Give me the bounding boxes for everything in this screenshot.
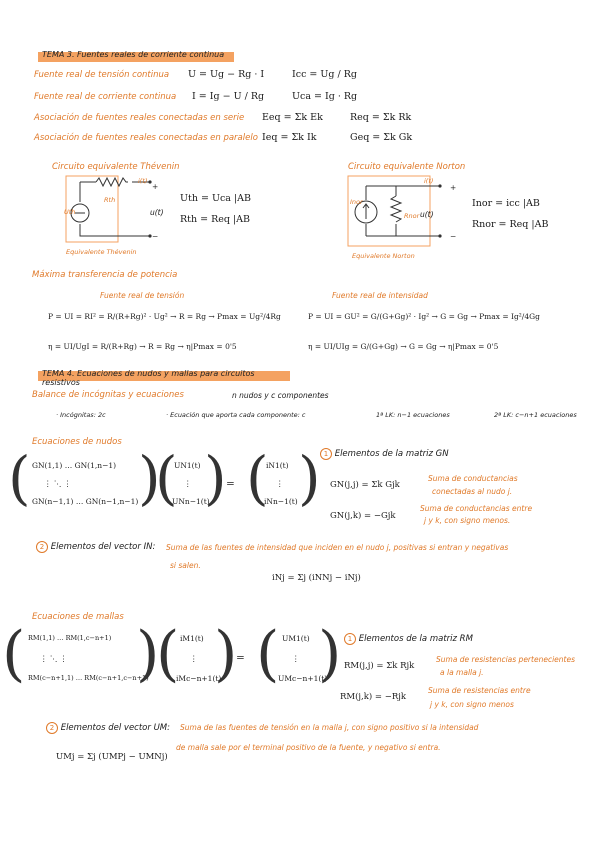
nudos-u-rparen: ) bbox=[204, 444, 227, 512]
nudos-i-2: ⋮ bbox=[276, 479, 284, 488]
row3-eq2: Req = Σk Rk bbox=[350, 112, 412, 123]
mallas-diag-desc1: Suma de resistencias pertenecientes bbox=[436, 655, 575, 664]
mallas-i-rparen: ) bbox=[214, 619, 238, 689]
lk1: 1ª LK: n−1 ecuaciones bbox=[376, 411, 450, 419]
nudos-off-desc1: Suma de conductancias entre bbox=[420, 504, 533, 513]
nudos-i-1: iN1(t) bbox=[266, 461, 289, 470]
mallas-matrix-rparen: ) bbox=[136, 619, 160, 689]
nudos-vec-desc2: si salen. bbox=[170, 561, 201, 570]
tema4-banner-text: TEMA 4. Ecuaciones de nudos y mallas para circuitos resistivos bbox=[42, 369, 255, 387]
nudos-u-lparen: ( bbox=[155, 444, 178, 512]
tema3-banner-text: TEMA 3. Fuentes reales de corriente continua bbox=[42, 50, 225, 59]
balance-title: Balance de incógnitas y ecuaciones bbox=[32, 390, 184, 400]
incognitas: · Incógnitas: 2c bbox=[56, 411, 106, 419]
ecuacion-componente: · Ecuación que aporta cada componente: c bbox=[166, 411, 306, 419]
thevenin-caption: Equivalente Thévenin bbox=[66, 248, 137, 256]
thevenin-voltage-label: u(t) bbox=[150, 208, 164, 217]
mallas-i-lparen: ( bbox=[156, 619, 180, 689]
norton-circuit bbox=[344, 172, 457, 252]
norton-current-label: i(t) bbox=[424, 177, 434, 185]
row4-eq1: Ieq = Σk Ik bbox=[262, 132, 317, 143]
norton-eq1: Inor = icc |AB bbox=[472, 198, 540, 209]
mallas-matrix-row2: ⋮ ⋱ ⋮ bbox=[40, 654, 68, 663]
row3-label: Asociación de fuentes reales conectadas en serie bbox=[34, 113, 245, 123]
mallas-matrix-row3: RM(c−n+1,1) … RM(c−n+1,c−n+1) bbox=[28, 674, 149, 682]
row2-eq2: Uca = Ig · Rg bbox=[292, 91, 358, 102]
row1-eq2: Icc = Ug / Rg bbox=[292, 69, 357, 80]
mallas-vec-desc1: Suma de las fuentes de tensión en la malla j, con signo positivo si la intensidad bbox=[180, 723, 479, 732]
mallas-off-desc1: Suma de resistencias entre bbox=[428, 686, 531, 695]
mallas-vec-title-text: Elementos del vector UM: bbox=[60, 723, 170, 733]
nudos-u-2: ⋮ bbox=[184, 479, 192, 488]
norton-voltage-label: u(t) bbox=[420, 210, 434, 219]
nudos-matrix-rparen: ) bbox=[138, 444, 161, 512]
mallas-vec-eq: UMj = Σj (UMPj − UMNj) bbox=[56, 752, 168, 762]
nudos-elem-title-text: Elementos de la matriz GN bbox=[334, 449, 449, 459]
nudos-matrix-row1: GN(1,1) … GN(1,n−1) bbox=[32, 461, 117, 470]
mallas-i-2: ⋮ bbox=[190, 654, 198, 663]
nudos-vec-title-text: Elementos del vector IN: bbox=[50, 542, 156, 552]
tema4-banner bbox=[38, 369, 290, 387]
mallas-vec-desc2: de malla sale por el terminal positivo de la fuente, y negativo si entra. bbox=[176, 743, 441, 752]
mallas-diag-eq: RM(j,j) = Σk Rjk bbox=[344, 661, 415, 671]
thevenin-eq1: Uth = Uca |AB bbox=[180, 193, 251, 204]
mallas-u-1: UM1(t) bbox=[282, 634, 310, 643]
mallas-matrix-row1: RM(1,1) … RM(1,c−n+1) bbox=[28, 634, 112, 642]
mallas-vec-title bbox=[46, 722, 170, 734]
nudos-u-1: UN1(t) bbox=[174, 461, 201, 470]
row2-label: Fuente real de corriente continua bbox=[34, 92, 177, 102]
mallas-elem-title-text: Elementos de la matriz RM bbox=[358, 634, 473, 644]
nudos-vec-desc1: Suma de las fuentes de intensidad que inciden en el nudo j, positivas si entran y negativas bbox=[166, 543, 509, 552]
nudos-off-eq: GN(j,k) = −Gjk bbox=[330, 511, 396, 521]
nudos-vec-title bbox=[36, 541, 155, 553]
mallas-u-rparen: ) bbox=[318, 619, 342, 689]
mallas-equals: = bbox=[236, 652, 245, 664]
thevenin-title: Circuito equivalente Thévenin bbox=[52, 162, 180, 172]
nudos-matrix-lparen: ( bbox=[8, 444, 31, 512]
maxpower-title: Máxima transferencia de potencia bbox=[32, 270, 178, 280]
mallas-off-desc2: j y k, con signo menos bbox=[430, 700, 514, 709]
norton-caption: Equivalente Norton bbox=[352, 252, 415, 260]
maxpower-right-eq2: η = UI/UIg = G/(G+Gg) → G = Gg → η|Pmax = 0'5 bbox=[308, 342, 499, 351]
nudos-diag-eq: GN(j,j) = Σk Gjk bbox=[330, 480, 400, 490]
number-badge-2: 2 bbox=[36, 541, 48, 553]
nudos-off-desc2: j y k, con signo menos. bbox=[424, 516, 511, 525]
lk2: 2ª LK: c−n+1 ecuaciones bbox=[494, 411, 577, 419]
nodes-components: n nudos y c componentes bbox=[232, 391, 329, 400]
mallas-diag-desc2: a la malla j. bbox=[440, 668, 484, 677]
maxpower-right-eq1: P = UI = GU² = G/(G+Gg)² · Ig² → G = Gg → Pmax = Ig²/4Gg bbox=[308, 312, 540, 321]
row1-eq1: U = Ug − Rg · I bbox=[188, 69, 265, 80]
norton-resistor-label: Rnor bbox=[404, 212, 420, 220]
tema3-banner bbox=[38, 52, 234, 62]
number-badge-2b: 2 bbox=[46, 722, 58, 734]
norton-eq2: Rnor = Req |AB bbox=[472, 219, 549, 230]
nudos-matrix-row2: ⋮ ⋱ ⋮ bbox=[44, 479, 72, 488]
nudos-equals: = bbox=[226, 478, 235, 490]
thevenin-plus: + bbox=[152, 182, 159, 191]
row2-eq1: I = Ig − U / Rg bbox=[192, 91, 265, 102]
nudos-i-rparen: ) bbox=[298, 444, 321, 512]
nudos-i-lparen: ( bbox=[246, 444, 269, 512]
norton-minus: − bbox=[450, 232, 457, 241]
mallas-i-1: iM1(t) bbox=[180, 634, 204, 643]
row4-eq2: Geq = Σk Gk bbox=[350, 132, 413, 143]
thevenin-current-label: i(t) bbox=[138, 177, 148, 185]
row1-label: Fuente real de tensión continua bbox=[34, 70, 170, 80]
norton-plus: + bbox=[450, 183, 457, 192]
thevenin-source-label: Uth bbox=[64, 208, 76, 216]
nudos-i-3: iNn−1(t) bbox=[264, 497, 298, 506]
norton-title: Circuito equivalente Norton bbox=[348, 162, 466, 172]
mallas-i-3: iMc−n+1(t) bbox=[176, 674, 222, 683]
maxpower-right-title: Fuente real de intensidad bbox=[332, 291, 428, 300]
row4-label: Asociación de fuentes reales conectadas en paralelo bbox=[34, 133, 258, 143]
mallas-elem-title bbox=[344, 633, 473, 645]
nudos-diag-desc2: conectadas al nudo j. bbox=[432, 487, 513, 496]
nudos-title: Ecuaciones de nudos bbox=[32, 437, 122, 447]
nudos-diag-desc1: Suma de conductancias bbox=[428, 474, 518, 483]
mallas-off-eq: RM(j,k) = −Rjk bbox=[340, 692, 407, 702]
mallas-u-3: UMc−n+1(t) bbox=[278, 674, 328, 683]
mallas-matrix-lparen: ( bbox=[2, 619, 26, 689]
maxpower-left-eq1: P = UI = RI² = R/(R+Rg)² · Ug² → R = Rg → Pmax = Ug²/4Rg bbox=[48, 312, 281, 321]
nudos-u-3: UNn−1(t) bbox=[172, 497, 210, 506]
thevenin-resistor-label: Rth bbox=[104, 196, 116, 204]
number-badge-1: 1 bbox=[320, 448, 332, 460]
number-badge-1b: 1 bbox=[344, 633, 356, 645]
norton-source-label: Inor bbox=[350, 198, 363, 206]
nudos-matrix-row3: GN(n−1,1) … GN(n−1,n−1) bbox=[32, 497, 139, 506]
mallas-u-2: ⋮ bbox=[292, 654, 300, 663]
nudos-vec-eq: iNj = Σj (iNNj − iNj) bbox=[272, 573, 361, 583]
maxpower-left-eq2: η = UI/UgI = R/(R+Rg) → R = Rg → η|Pmax = 0'5 bbox=[48, 342, 237, 351]
thevenin-minus: − bbox=[152, 232, 159, 241]
thevenin-eq2: Rth = Req |AB bbox=[180, 214, 251, 225]
nudos-elem-title bbox=[320, 448, 449, 460]
mallas-u-lparen: ( bbox=[256, 619, 280, 689]
row3-eq1: Eeq = Σk Ek bbox=[262, 112, 323, 123]
maxpower-left-title: Fuente real de tensión bbox=[100, 291, 185, 300]
mallas-title: Ecuaciones de mallas bbox=[32, 612, 124, 622]
